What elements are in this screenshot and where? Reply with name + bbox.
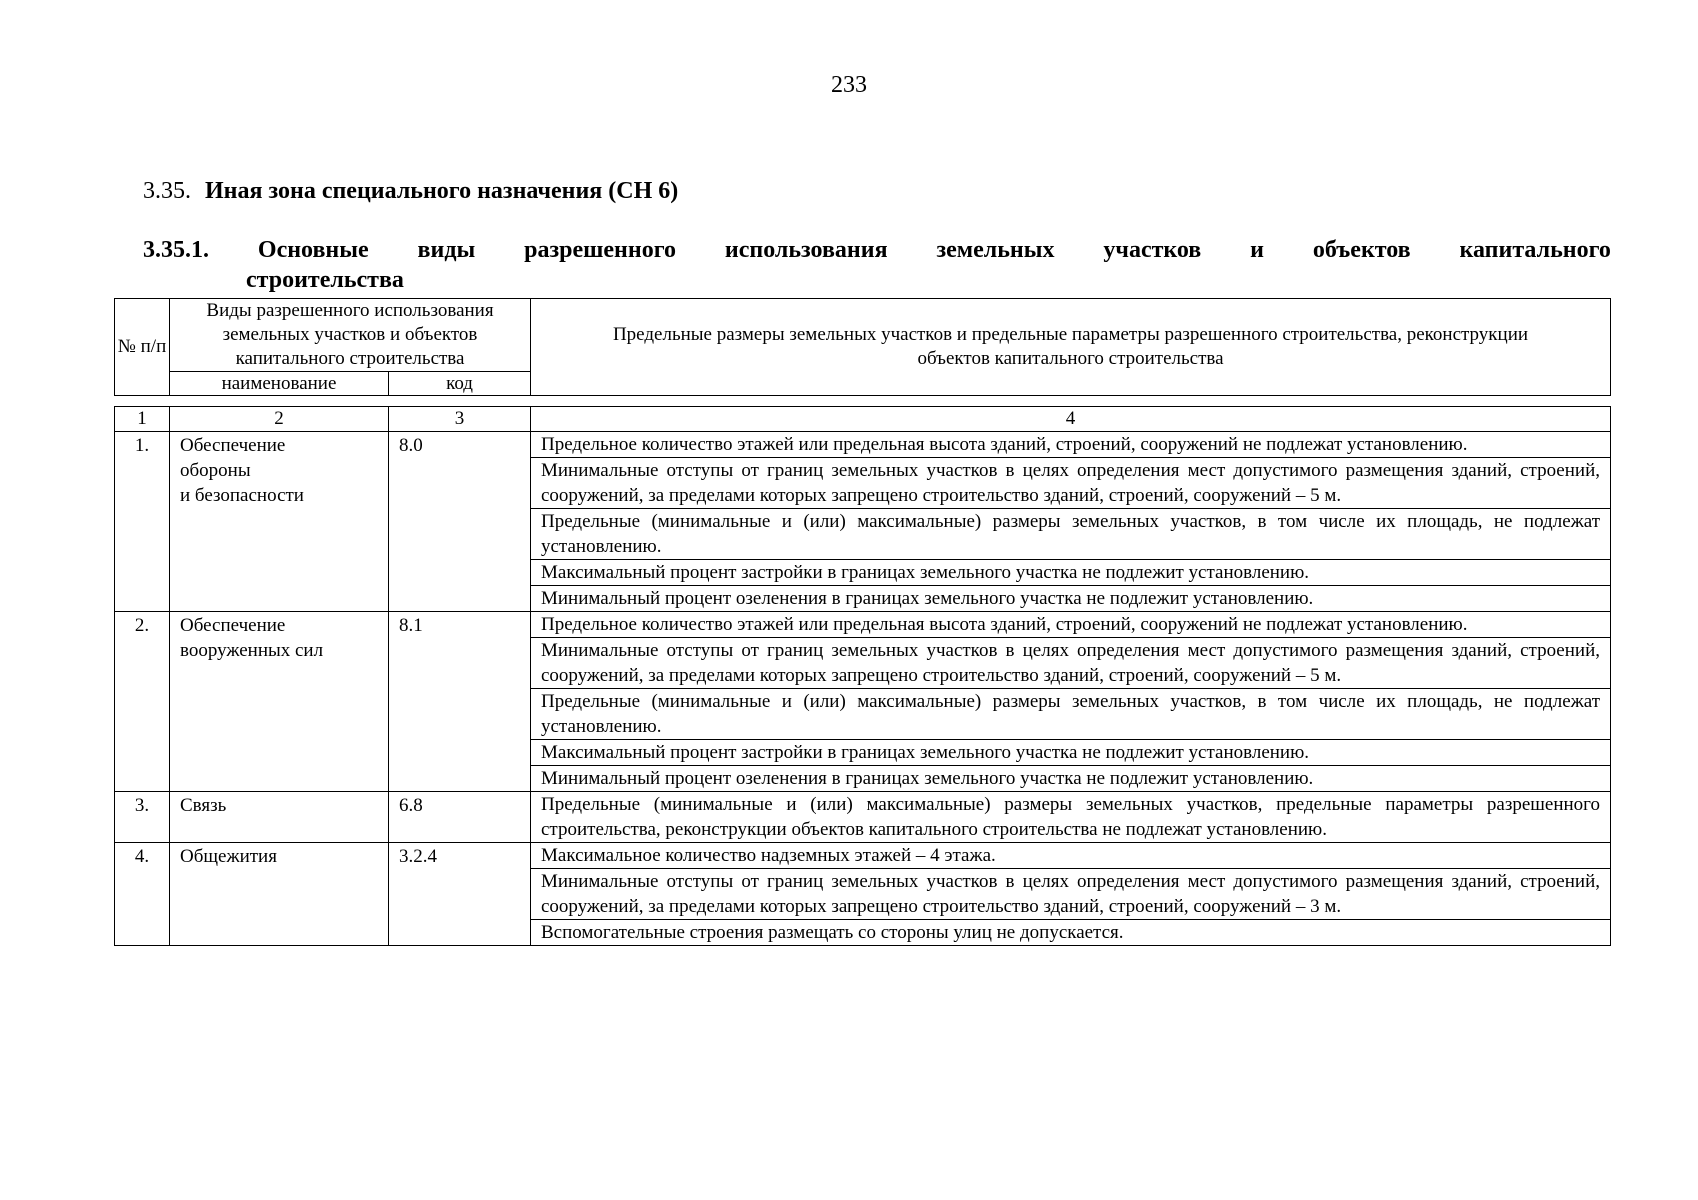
header-col-params: Предельные размеры земельных участков и предельные параметры разрешенного строительства, реконструкции объектов капитального строительства (531, 299, 1611, 396)
column-number: 4 (531, 407, 1611, 432)
row-param: Предельное количество этажей или предельная высота зданий, строений, сооружений не подлежат установлению. (531, 612, 1611, 638)
table-row (115, 792, 1611, 843)
table-row (115, 843, 1611, 869)
row-number: 2. (115, 612, 170, 792)
row-param: Предельные (минимальные и (или) максимальные) размеры земельных участков, в том числе их площадь, не подлежат установлению. (531, 689, 1611, 740)
row-use-name: Обеспечение обороны и безопасности (170, 432, 389, 612)
header-col-types: Виды разрешенного использования земельных участков и объектов капитального строительства (170, 299, 531, 372)
row-use-code: 8.0 (389, 432, 531, 612)
subsection-word: и (1250, 237, 1264, 263)
subsection-heading (143, 235, 1611, 295)
table-row (115, 432, 1611, 458)
subsection-word: использования (724, 237, 888, 263)
row-param: Минимальные отступы от границ земельных участков в целях определения мест допустимого размещения зданий, строений, сооружений, за пределами которых запрещено строительство зданий, строений, сооружений – 5 м. (531, 458, 1611, 509)
row-param: Максимальный процент застройки в границах земельного участка не подлежит установлению. (531, 740, 1611, 766)
subsection-word: капитального (1459, 237, 1611, 263)
row-use-code: 3.2.4 (389, 843, 531, 946)
subsection-word: объектов (1312, 237, 1411, 263)
row-param: Предельные (минимальные и (или) максимальные) размеры земельных участков, предельные параметры разрешенного строительства, реконструкции объектов капитального строительства не подлежат установлению. (531, 792, 1611, 843)
header-col-number: № п/п (115, 299, 170, 396)
row-number: 4. (115, 843, 170, 946)
header-col-name: наименование (170, 372, 389, 396)
subsection-word: земельных (936, 237, 1055, 263)
subsection-word: разрешенного (524, 237, 676, 263)
row-number: 3. (115, 792, 170, 843)
section-title: Иная зона специального назначения (СН 6) (205, 178, 679, 204)
row-param: Максимальное количество надземных этажей – 4 этажа. (531, 843, 1611, 869)
page-number: 233 (831, 72, 867, 98)
row-number: 1. (115, 432, 170, 612)
row-use-code: 6.8 (389, 792, 531, 843)
table-header (114, 298, 1611, 396)
row-use-name: Обеспечение вооруженных сил (170, 612, 389, 792)
row-param: Вспомогательные строения размещать со стороны улиц не допускается. (531, 920, 1611, 946)
row-param: Максимальный процент застройки в границах земельного участка не подлежит установлению. (531, 560, 1611, 586)
row-param: Минимальные отступы от границ земельных участков в целях определения мест допустимого размещения зданий, строений, сооружений, за пределами которых запрещено строительство зданий, строений, сооружений – 5 м. (531, 638, 1611, 689)
subsection-word: Основные (257, 237, 369, 263)
column-number: 2 (170, 407, 389, 432)
row-use-name: Связь (170, 792, 389, 843)
row-param: Минимальный процент озеленения в границах земельного участка не подлежит установлению. (531, 586, 1611, 612)
table-row (115, 612, 1611, 638)
row-param: Минимальный процент озеленения в границах земельного участка не подлежит установлению. (531, 766, 1611, 792)
subsection-word: виды (417, 237, 476, 263)
subsection-number: 3.35.1. (143, 237, 209, 263)
column-number: 3 (389, 407, 531, 432)
header-col-code: код (389, 372, 531, 396)
subsection-title-line2: строительства (246, 267, 404, 293)
subsection-title-line1 (143, 235, 1611, 265)
subsection-word: участков (1103, 237, 1202, 263)
row-param: Предельные (минимальные и (или) максимальные) размеры земельных участков, в том числе их площадь, не подлежат установлению. (531, 509, 1611, 560)
row-use-code: 8.1 (389, 612, 531, 792)
zoning-table (114, 406, 1611, 946)
row-param: Предельное количество этажей или предельная высота зданий, строений, сооружений не подлежат установлению. (531, 432, 1611, 458)
section-heading (143, 178, 678, 205)
section-number: 3.35. (143, 178, 191, 204)
column-number-row (115, 407, 1611, 432)
row-param: Минимальные отступы от границ земельных участков в целях определения мест допустимого размещения зданий, строений, сооружений, за пределами которых запрещено строительство зданий, строений, сооружений – 3 м. (531, 869, 1611, 920)
column-number: 1 (115, 407, 170, 432)
row-use-name: Общежития (170, 843, 389, 946)
